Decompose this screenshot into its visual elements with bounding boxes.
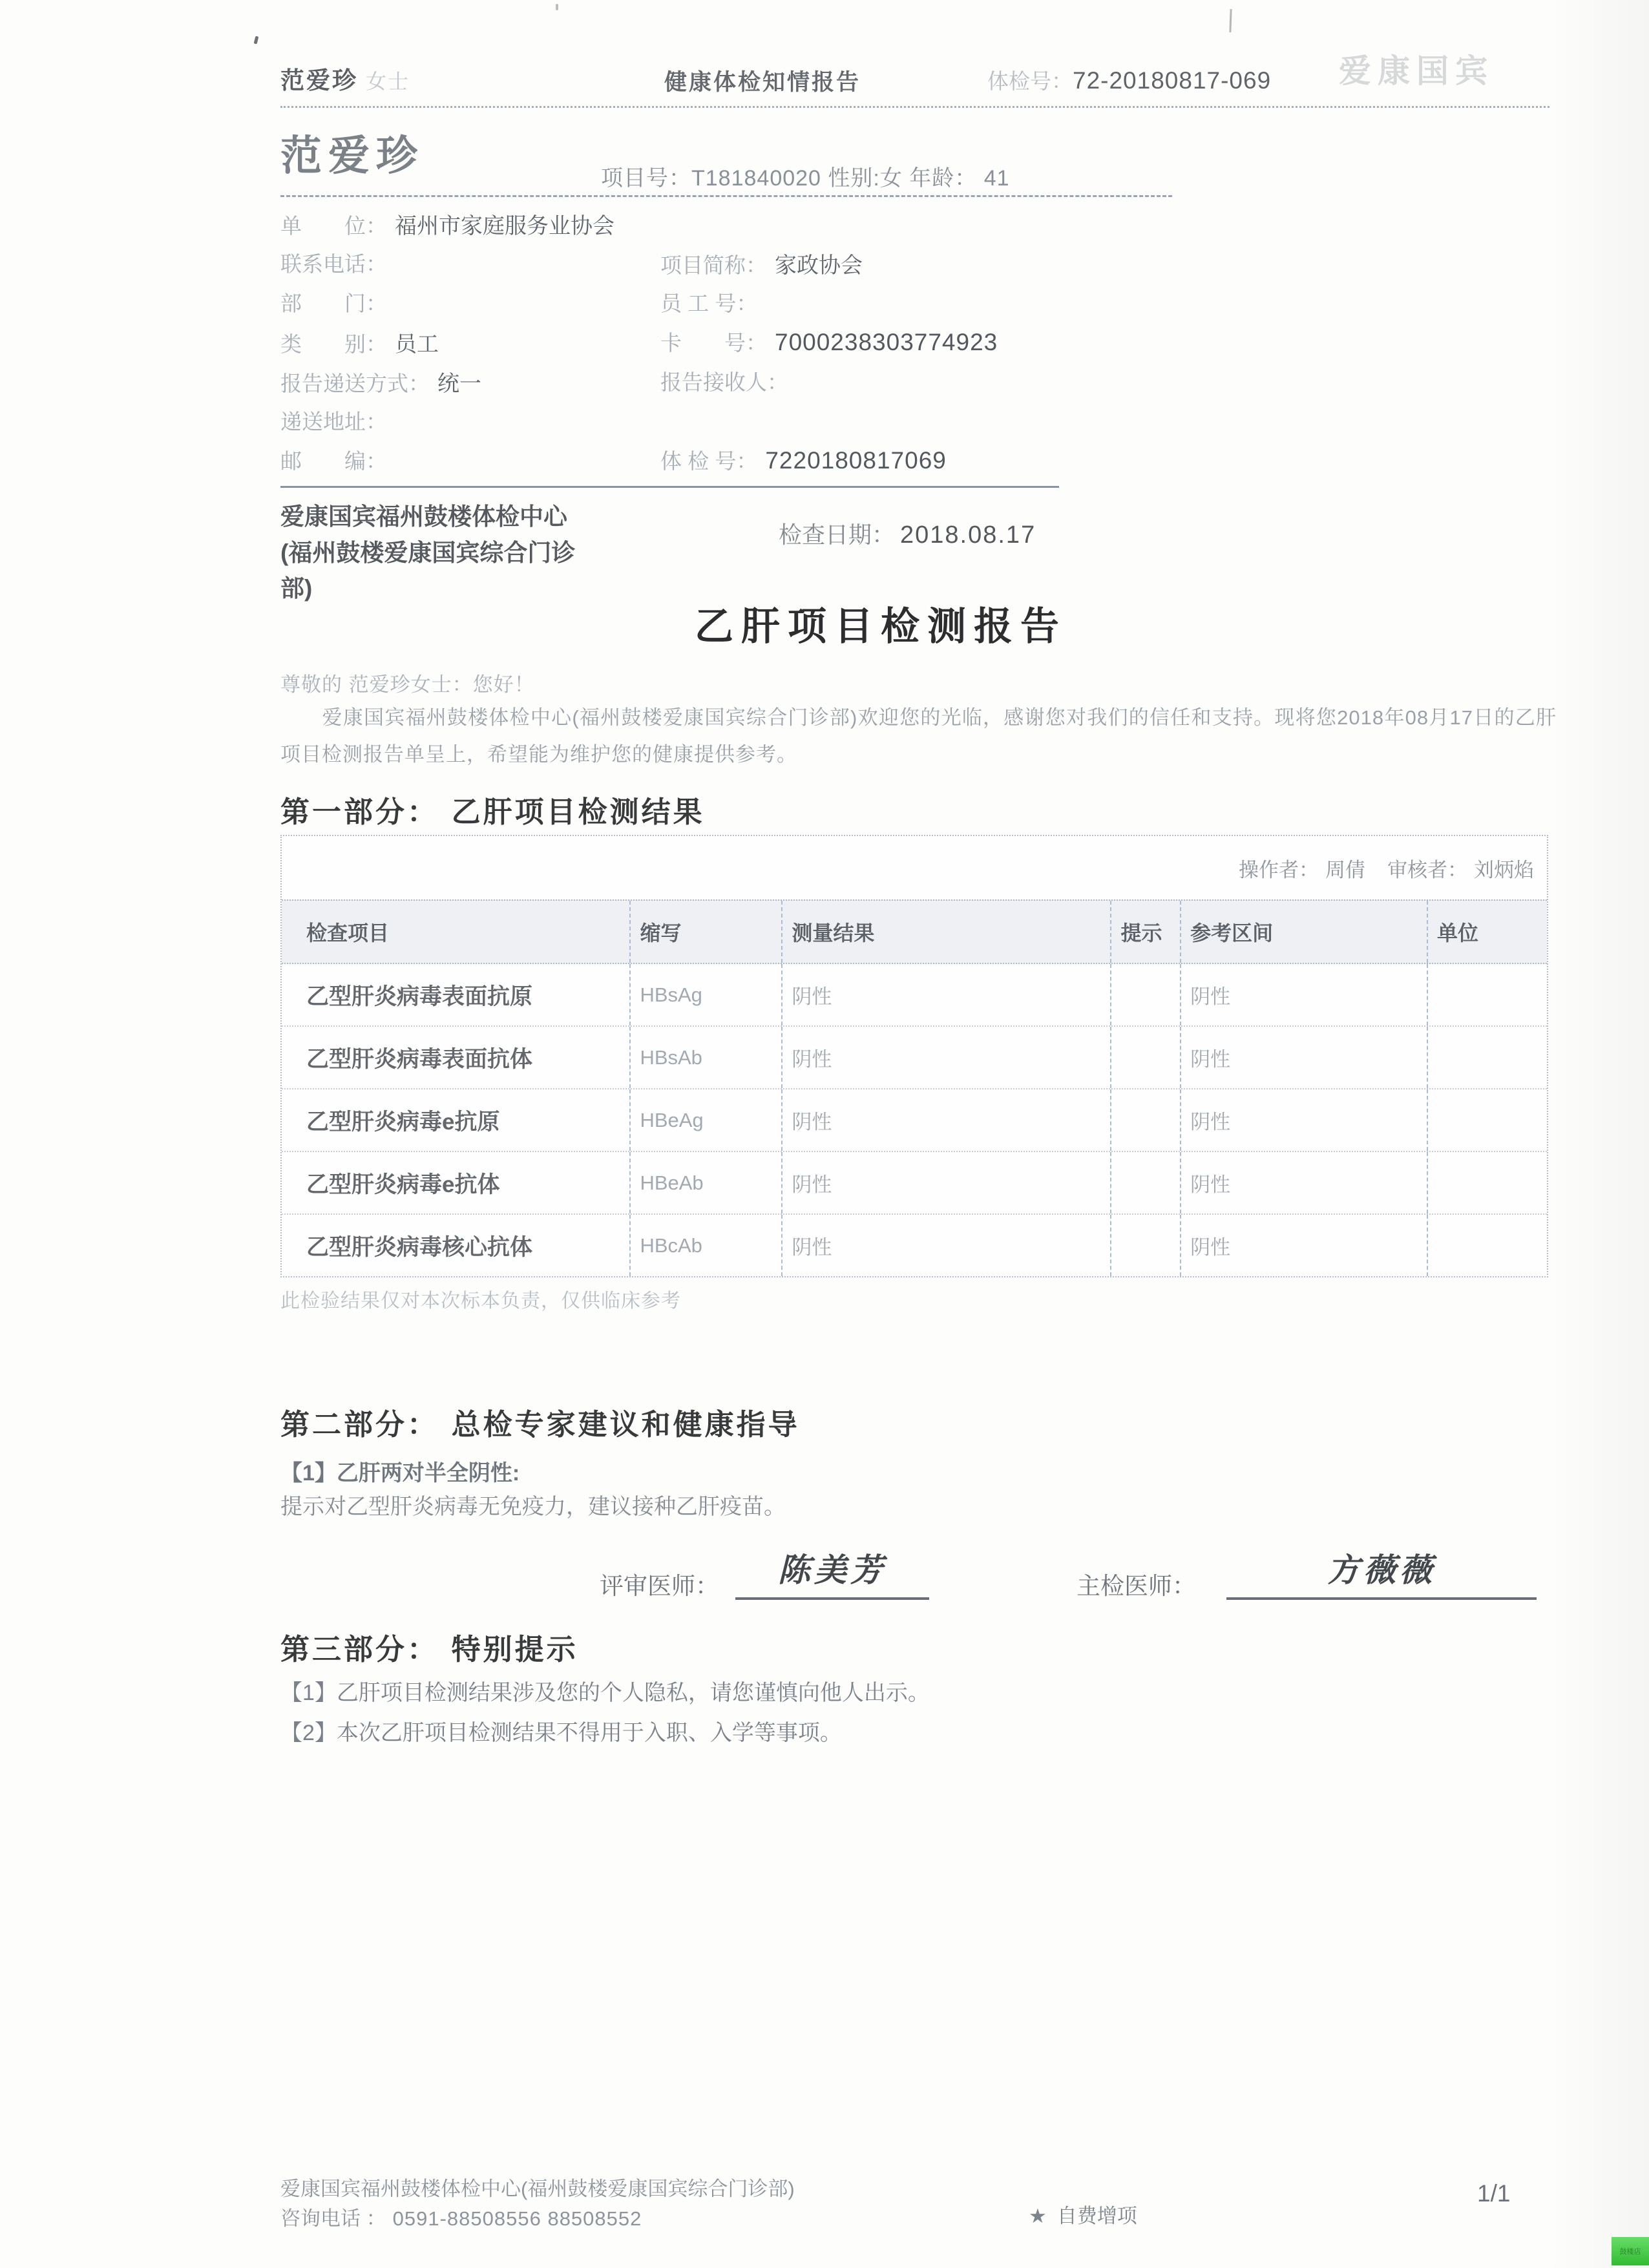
test-result: 阴性 [781, 1089, 1110, 1151]
report-title: 乙肝项目检测报告 [695, 604, 1067, 649]
header-document-title: 健康体检知情报告 [664, 70, 861, 95]
special-note-2: 【2】本次乙肝项目检测结果不得用于入职、入学等事项。 [280, 1721, 842, 1745]
info-value: 福州市家庭服务业协会 [395, 214, 614, 238]
column-header: 测量结果 [781, 901, 1110, 963]
info-label: 卡 号： [660, 331, 767, 355]
chief-doctor-label: 主检医师： [1077, 1573, 1196, 1599]
test-reference: 阴性 [1180, 1027, 1427, 1088]
table-row [282, 1089, 1547, 1152]
info-label: 类 别： [280, 332, 387, 356]
test-reference: 阴性 [1180, 1215, 1427, 1276]
test-result: 阴性 [781, 1215, 1110, 1276]
test-reference: 阴性 [1180, 1089, 1427, 1151]
review-doctor-label: 评审医师： [600, 1573, 719, 1599]
intro-paragraph: 爱康国宾福州鼓楼体检中心(福州鼓楼爱康国宾综合门诊部)欢迎您的光临，感谢您对我们的信任和支持。现将您2018年08月17日的乙肝项目检测报告单呈上，希望能为维护您的健康提供参考。 [280, 706, 1557, 766]
info-label: 报告递送方式： [280, 372, 430, 395]
green-store-badge: 鼓楼店 [1612, 2237, 1649, 2265]
advice-item-body: 提示对乙型肝炎病毒无免疫力，建议接种乙肝疫苗。 [280, 1495, 786, 1519]
exam-number-label: 体检号： [987, 69, 1073, 93]
star-icon: ★ [1029, 2205, 1047, 2227]
test-unit [1427, 1152, 1547, 1213]
scan-artifact-line [1229, 9, 1232, 32]
patient-name-divider [280, 195, 1172, 197]
test-hint [1110, 1089, 1180, 1151]
test-item: 乙型肝炎病毒核心抗体 [306, 1234, 533, 1260]
header-patient-name [280, 61, 410, 96]
patient-name-large: 范爱珍 [280, 132, 424, 179]
test-abbr: HBsAg [629, 964, 781, 1025]
section3-heading: 第三部分： 特别提示 [280, 1632, 578, 1666]
exam-date [779, 517, 1036, 550]
info-row [280, 208, 1560, 247]
test-abbr: HBeAb [629, 1152, 781, 1213]
footer-legend-text: 自费增项 [1056, 2205, 1137, 2227]
column-header: 参考区间 [1180, 901, 1427, 963]
column-header: 单位 [1427, 901, 1547, 963]
chief-doctor-signature: 方薇薇 [1226, 1544, 1537, 1600]
review-doctor-signature: 陈美芳 [735, 1544, 929, 1600]
special-note-1: 【1】乙肝项目检测结果涉及您的个人隐私，请您谨慎向他人出示。 [280, 1681, 930, 1705]
footer-phone-label: 咨询电话 ： [280, 2207, 386, 2230]
patient-meta-line: 项目号：T181840020 性别:女 年龄： 41 [601, 166, 1010, 191]
advice-item-title: 【1】乙肝两对半全阴性: [280, 1461, 520, 1486]
clinic-name: 爱康国宾福州鼓楼体检中心(福州鼓楼爱康国宾综合门诊部) [280, 503, 576, 602]
info-label: 报告接收人： [660, 370, 788, 394]
exam-id-value: 7220180817069 [765, 447, 947, 474]
test-unit [1427, 1027, 1547, 1088]
test-result: 阴性 [781, 1027, 1110, 1088]
info-label: 体 检 号： [660, 449, 758, 473]
section2-heading: 第二部分： 总检专家建议和健康指导 [280, 1407, 800, 1442]
test-unit [1427, 1089, 1547, 1151]
info-section-divider [280, 486, 1059, 488]
header-honorific: 女士 [366, 70, 410, 93]
info-row [280, 405, 1560, 445]
table-row [282, 1215, 1547, 1276]
test-unit [1427, 964, 1547, 1025]
brand-logo-text: 爱康国宾 [1339, 53, 1494, 89]
greeting-line: 尊敬的 范爱珍女士：您好！ [280, 673, 535, 696]
patient-info-grid [280, 208, 1560, 484]
table-row [282, 964, 1547, 1027]
info-value: 统一 [437, 372, 481, 396]
test-hint [1110, 964, 1180, 1025]
test-unit [1427, 1215, 1547, 1276]
footer-phone-value: 0591-88508556 88508552 [392, 2207, 642, 2230]
operator-line [282, 836, 1547, 899]
info-label: 员 工 号： [660, 291, 758, 315]
test-result: 阴性 [781, 1152, 1110, 1213]
table-row [282, 1027, 1547, 1089]
test-item: 乙型肝炎病毒e抗原 [306, 1109, 500, 1135]
info-value: 员工 [395, 332, 439, 357]
info-label: 部 门： [280, 291, 387, 315]
scan-artifact-speck [556, 4, 558, 10]
test-hint [1110, 1027, 1180, 1088]
table-header-row [282, 899, 1547, 964]
results-table [280, 835, 1548, 1277]
footer-phone-line [280, 2202, 642, 2231]
column-header: 缩写 [629, 901, 781, 963]
test-reference: 阴性 [1180, 1152, 1427, 1213]
table-row [282, 1152, 1547, 1215]
result-disclaimer-note: 此检验结果仅对本次标本负责，仅供临床参考 [280, 1290, 681, 1312]
test-result: 阴性 [781, 964, 1110, 1025]
info-row [280, 445, 1560, 484]
info-row [280, 326, 1560, 366]
info-label: 递送地址： [280, 410, 387, 434]
scan-artifact-speck [254, 36, 259, 45]
info-row [280, 366, 1560, 405]
operator-name: 周倩 [1325, 858, 1365, 881]
section1-heading: 第一部分： 乙肝项目检测结果 [280, 795, 705, 829]
test-abbr: HBeAg [629, 1089, 781, 1151]
info-label: 邮 编： [280, 449, 387, 473]
test-abbr: HBcAb [629, 1215, 781, 1276]
exam-date-value: 2018.08.17 [900, 521, 1036, 549]
test-hint [1110, 1215, 1180, 1276]
header-divider [280, 106, 1549, 108]
info-row [280, 247, 1560, 287]
header-patient-name-text: 范爱珍 [280, 67, 358, 94]
exam-date-label: 检查日期： [779, 521, 896, 548]
auditor-name: 刘炳焰 [1474, 858, 1534, 881]
operator-label: 操作者： [1239, 858, 1319, 881]
column-header: 检查项目 [306, 921, 390, 945]
exam-number-value: 72-20180817-069 [1073, 67, 1272, 94]
footer-clinic-name: 爱康国宾福州鼓楼体检中心(福州鼓楼爱康国宾综合门诊部) [280, 2178, 795, 2200]
info-label: 项目简称： [660, 253, 767, 277]
page-number: 1/1 [1477, 2180, 1511, 2207]
test-item: 乙型肝炎病毒表面抗原 [306, 983, 533, 1009]
test-hint [1110, 1152, 1180, 1213]
footer-legend [1029, 2200, 1137, 2229]
auditor-label: 审核者： [1387, 858, 1467, 881]
info-value: 家政协会 [775, 253, 863, 278]
test-item: 乙型肝炎病毒表面抗体 [306, 1046, 533, 1072]
test-item: 乙型肝炎病毒e抗体 [306, 1171, 500, 1197]
header-exam-number [987, 65, 1271, 95]
test-abbr: HBsAb [629, 1027, 781, 1088]
card-number-value: 7000238303774923 [775, 329, 998, 355]
test-reference: 阴性 [1180, 964, 1427, 1025]
info-row [280, 287, 1560, 326]
info-label: 单 位： [280, 214, 387, 238]
info-label: 联系电话： [280, 252, 387, 276]
column-header: 提示 [1110, 901, 1180, 963]
